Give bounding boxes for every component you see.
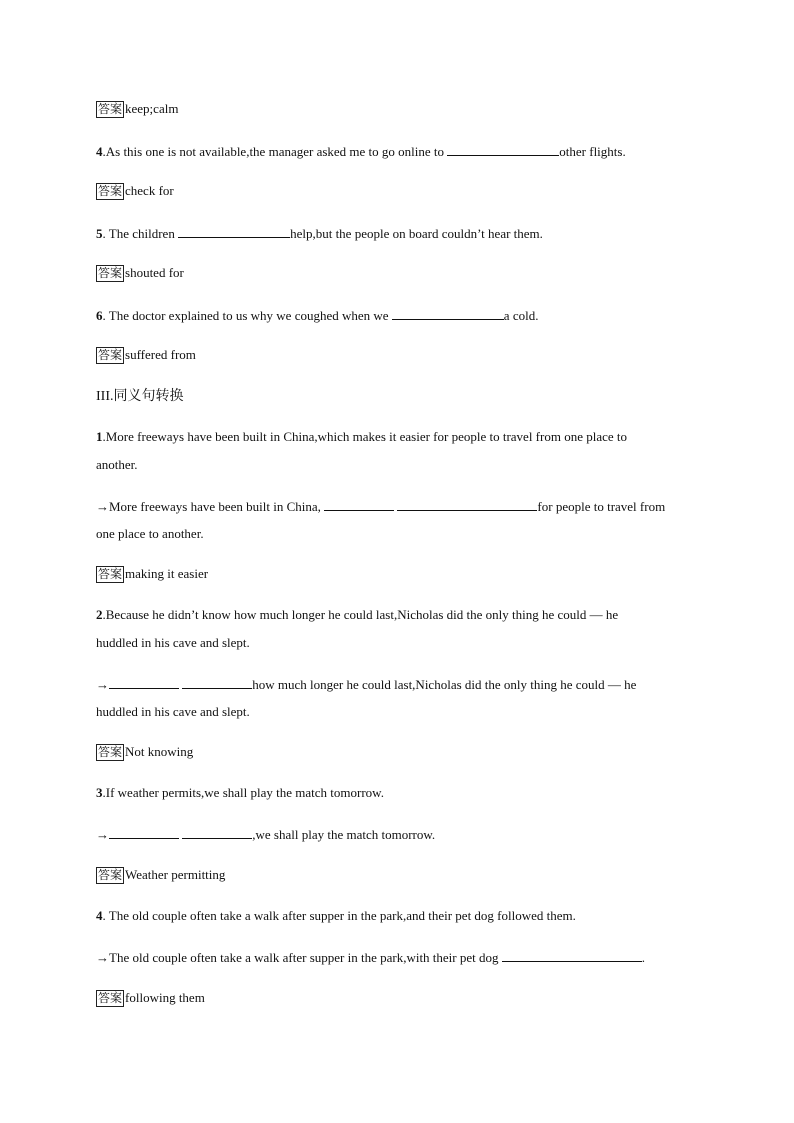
question-number: 2 [96, 607, 103, 622]
question-text: help,but the people on board couldn’t hear them. [290, 226, 543, 241]
fill-blank [447, 143, 559, 156]
question-number: 3 [96, 785, 103, 800]
sentence-1-line-1 [96, 429, 694, 445]
rewrite-4-line-1 [96, 949, 694, 966]
answer-text: suffered from [125, 347, 196, 362]
question-text: . The children [102, 226, 179, 241]
question-text: huddled in his cave and slept. [96, 635, 250, 650]
rewrite-3-line-1 [96, 826, 694, 843]
section-roman: III. [96, 389, 114, 404]
question-number: 4 [96, 908, 103, 923]
rewrite-2-line-1 [96, 676, 694, 693]
question-number: 4 [96, 144, 103, 159]
answer-row-q4 [96, 183, 174, 200]
answer-tag: 答案 [98, 266, 123, 280]
question-number: 5 [96, 226, 103, 241]
answer-tag: 答案 [98, 991, 123, 1005]
question-text: another. [96, 457, 138, 472]
fill-blank [178, 225, 290, 238]
question-text: .If weather permits,we shall play the match tomorrow. [102, 785, 384, 800]
question-text: . The doctor explained to us why we coughed when we [102, 308, 392, 323]
rewrite-1-line-1 [96, 498, 694, 515]
section-title: 同义句转换 [113, 388, 184, 404]
question-5 [96, 225, 694, 242]
rewrite-text: for people to travel from [537, 499, 666, 514]
answer-tag: 答案 [98, 348, 123, 362]
rewrite-2-line-2 [96, 704, 694, 720]
fill-blank [502, 949, 642, 962]
fill-blank [324, 498, 394, 511]
sentence-2-line-2 [96, 635, 694, 651]
rewrite-text: →The old couple often take a walk after supper in the park,with their pet dog [96, 950, 502, 965]
answer-row-s4 [96, 990, 205, 1007]
question-text: .Because he didn’t know how much longer he could last,Nicholas did the only thing he could — he [102, 607, 619, 622]
answer-text: Not knowing [125, 744, 194, 759]
answer-row-q5 [96, 265, 184, 282]
sentence-1-line-2 [96, 457, 694, 473]
question-number: 6 [96, 308, 103, 323]
rewrite-1-line-2 [96, 526, 694, 542]
answer-text: keep;calm [125, 101, 179, 116]
answer-row-s3 [96, 867, 225, 884]
rewrite-text: → [96, 827, 109, 842]
question-number: 1 [96, 429, 103, 444]
answer-tag: 答案 [98, 184, 123, 198]
question-6 [96, 307, 694, 324]
answer-row-q3 [96, 101, 178, 118]
sentence-2-line-1 [96, 607, 694, 623]
question-text: other flights. [559, 144, 626, 159]
fill-blank [397, 498, 537, 511]
question-text: . The old couple often take a walk after supper in the park,and their pet dog followed them. [102, 908, 576, 923]
answer-row-q6 [96, 347, 196, 364]
section-heading [96, 387, 184, 406]
answer-text: shouted for [125, 265, 184, 280]
rewrite-text: → [96, 677, 109, 692]
rewrite-text: →More freeways have been built in China, [96, 499, 325, 514]
answer-row-s2 [96, 744, 193, 761]
question-text: .More freeways have been built in China,which makes it easier for people to travel from one place to [102, 429, 628, 444]
rewrite-text: . [641, 950, 646, 965]
sentence-3-line-1 [96, 785, 694, 801]
answer-tag: 答案 [98, 868, 123, 882]
fill-blank [109, 826, 179, 839]
fill-blank [182, 676, 252, 689]
answer-text: following them [125, 990, 205, 1005]
answer-text: Weather permitting [125, 867, 226, 882]
fill-blank [182, 826, 252, 839]
question-text: a cold. [503, 308, 539, 323]
answer-tag: 答案 [98, 567, 123, 581]
answer-tag: 答案 [98, 102, 123, 116]
answer-text: check for [125, 183, 174, 198]
rewrite-text: ,we shall play the match tomorrow. [252, 827, 436, 842]
answer-text: making it easier [125, 566, 209, 581]
fill-blank [392, 307, 504, 320]
rewrite-text: how much longer he could last,Nicholas did the only thing he could — he [252, 677, 637, 692]
sentence-4-line-1 [96, 908, 694, 924]
rewrite-text: one place to another. [96, 526, 204, 541]
answer-tag: 答案 [98, 745, 123, 759]
rewrite-text: huddled in his cave and slept. [96, 704, 250, 719]
fill-blank [109, 676, 179, 689]
question-4 [96, 143, 694, 160]
answer-row-s1 [96, 566, 208, 583]
question-text: .As this one is not available,the manager asked me to go online to [102, 144, 448, 159]
